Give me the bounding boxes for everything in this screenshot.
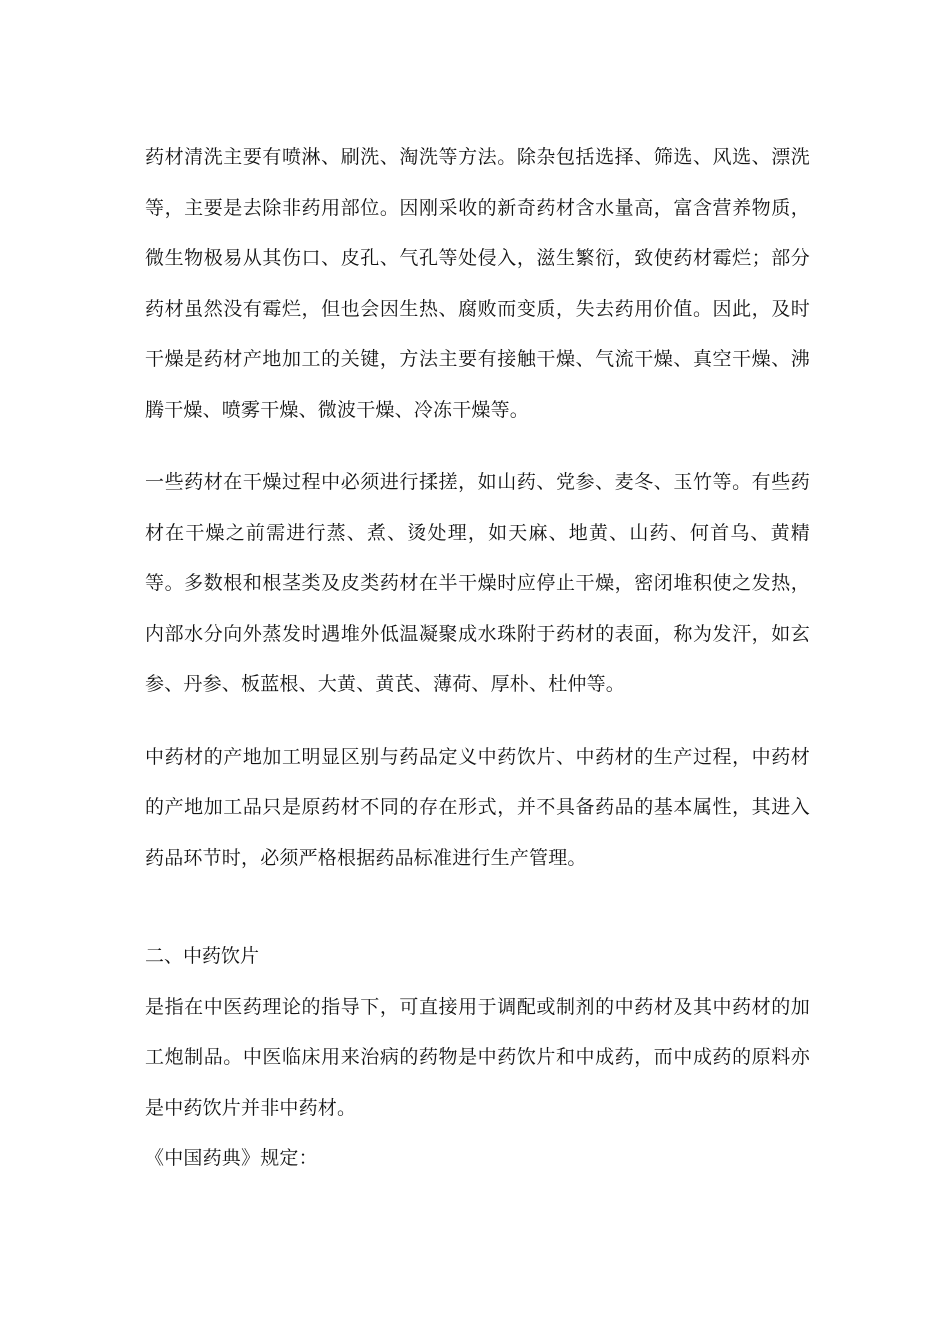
paragraph-decoction-pieces-definition: 是指在中医药理论的指导下，可直接用于调配或制剂的中药材及其中药材的加工炮制品。中医临床用来治病的药物是中药饮片和中成药，而中成药的原料亦是中药饮片并非中药材。 — [145, 995, 810, 1119]
paragraph-origin-processing-distinction: 中药材的产地加工明显区别与药品定义中药饮片、中药材的生产过程，中药材的产地加工品只是原药材不同的存在形式，并不具备药品的基本属性，其进入药品环节时，必须严格根据药品标准进行生产管理。 — [145, 745, 810, 869]
document-body — [145, 132, 810, 1184]
paragraph-processing-drying: 药材清洗主要有喷淋、刷洗、淘洗等方法。除杂包括选择、筛选、风选、漂洗等，主要是去除非药用部位。因刚采收的新奇药材含水量高，富含营养物质，微生物极易从其伤口、皮孔、气孔等处侵入，滋生繁衍，致使药材霉烂；部分药材虽然没有霉烂，但也会因生热、腐败而变质，失去药用价值。因此，及时干燥是药材产地加工的关键，方法主要有接触干燥、气流干燥、真空干燥、沸腾干燥、喷雾干燥、微波干燥、冷冻干燥等。 — [145, 146, 810, 421]
paragraph-pharmacopoeia-provision: 《中国药典》规定： — [145, 1147, 318, 1169]
paragraph-kneading-sweating: 一些药材在干燥过程中必须进行揉搓，如山药、党参、麦冬、玉竹等。有些药材在干燥之前需进行蒸、煮、烫处理，如天麻、地黄、山药、何首乌、黄精等。多数根和根茎类及皮类药材在半干燥时应停止干燥，密闭堆积使之发热，内部水分向外蒸发时遇堆外低温凝聚成水珠附于药材的表面，称为发汗，如玄参、丹参、板蓝根、大黄、黄芪、薄荷、厚朴、杜仲等。 — [145, 471, 810, 695]
section-heading: 二、中药饮片 — [145, 945, 260, 967]
